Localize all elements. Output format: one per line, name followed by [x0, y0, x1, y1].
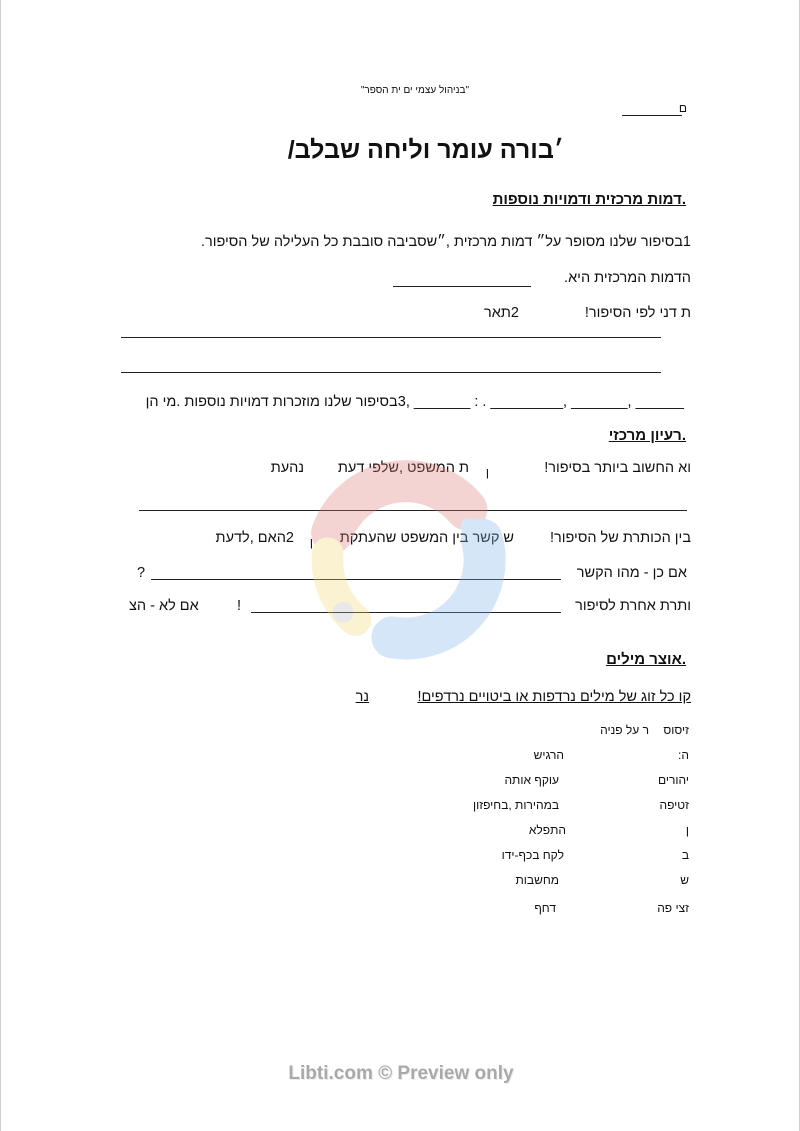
- question-7-else: אם לא - הצ: [129, 598, 199, 614]
- vocab-left-item: לקח בכף-ידו: [501, 848, 564, 862]
- vocab-right-item: זצי פה: [657, 901, 689, 915]
- question-5-part-b: ש קשר בין המשפט שהעתקת: [339, 530, 514, 546]
- question-4-part-a: וא החשוב ביותר בסיפור!: [544, 460, 691, 476]
- section2-heading: .רעיון מרכזי: [608, 427, 686, 444]
- answer-line-3: [121, 372, 661, 373]
- watermark-text: Libti.com © Preview only: [288, 1063, 514, 1084]
- question-3: ______ ,_______ ,_________ . : _______ ,3בסיפור שלנו מוזכרות דמויות נוספות .מי הן: [145, 394, 684, 410]
- question-2-part-b: 2תאר: [484, 305, 519, 321]
- vocab-right-item: זיסוס: [663, 723, 689, 737]
- vocab-right-item: ה:: [678, 748, 689, 762]
- logo-arc-red: [332, 481, 466, 533]
- name-field-label: ם: [678, 101, 687, 115]
- vocab-right-item: זטיפה: [659, 798, 689, 812]
- question-5-part-c: 2האם ,לדעת: [215, 530, 294, 546]
- question-5-glyph: ן: [309, 535, 313, 549]
- answer-line-2: [121, 337, 661, 338]
- vocab-left-item: דחף: [534, 901, 556, 915]
- vocab-right-item: ן: [685, 823, 689, 837]
- question-6-text: אם כן - מהו הקשר: [576, 565, 687, 581]
- vocab-instruction-tail: נר: [355, 689, 369, 705]
- logo-arc-blue: [392, 540, 484, 639]
- question-4-part-b: ת המשפט ,שלפי דעת: [337, 460, 469, 476]
- watermark-logo: [301, 455, 511, 670]
- answer-line-1: [393, 286, 531, 287]
- question-4-glyph: ן: [485, 465, 489, 479]
- vocab-left-item: הרגיש: [533, 748, 564, 762]
- logo-dot-gray: [333, 602, 354, 623]
- logo-dot-blue: [461, 518, 478, 535]
- question-7-mark: !: [237, 598, 242, 614]
- question-1-prompt: הדמות המרכזית היא.: [564, 270, 691, 286]
- vocab-left-item: מחשבות: [515, 873, 559, 887]
- page-title: ׳בורה עומר וליחה שבלב/: [287, 136, 564, 164]
- question-1: 1בסיפור שלנו מסופר על״ דמות מרכזית ,״שסביבה סובבת כל העלילה של הסיפור.: [200, 234, 691, 250]
- vocab-right-item: ש: [680, 873, 689, 887]
- section1-heading: .דמות מרכזית ודמויות נוספות: [492, 191, 686, 208]
- name-field-line: [622, 115, 682, 116]
- vocab-left-item: ר על פניה: [600, 723, 649, 737]
- question-7-text: ותרת אחרת לסיפור: [575, 598, 691, 614]
- question-2-part-a: ת דני לפי הסיפור!: [584, 305, 691, 321]
- question-4-part-c: נהעת: [270, 460, 304, 476]
- section3-heading: .אוצר מילים: [606, 651, 686, 668]
- vocab-instruction: קו כל זוג של מילים נרדפות או ביטויים נרדפים!: [417, 689, 691, 705]
- question-5-part-a: בין הכותרת של הסיפור!: [549, 530, 691, 546]
- vocab-left-item: עוקף אותה: [504, 773, 559, 787]
- top-note: "בניהול עצמי ים ית הספר": [360, 85, 469, 96]
- vocab-left-item: התפלא: [528, 823, 566, 837]
- vocab-right-item: ב: [681, 848, 689, 862]
- vocab-right-item: יהורים: [657, 773, 689, 787]
- vocab-left-item: במהירות ,בחיפזון: [472, 798, 559, 812]
- question-6-mark: ?: [137, 565, 146, 581]
